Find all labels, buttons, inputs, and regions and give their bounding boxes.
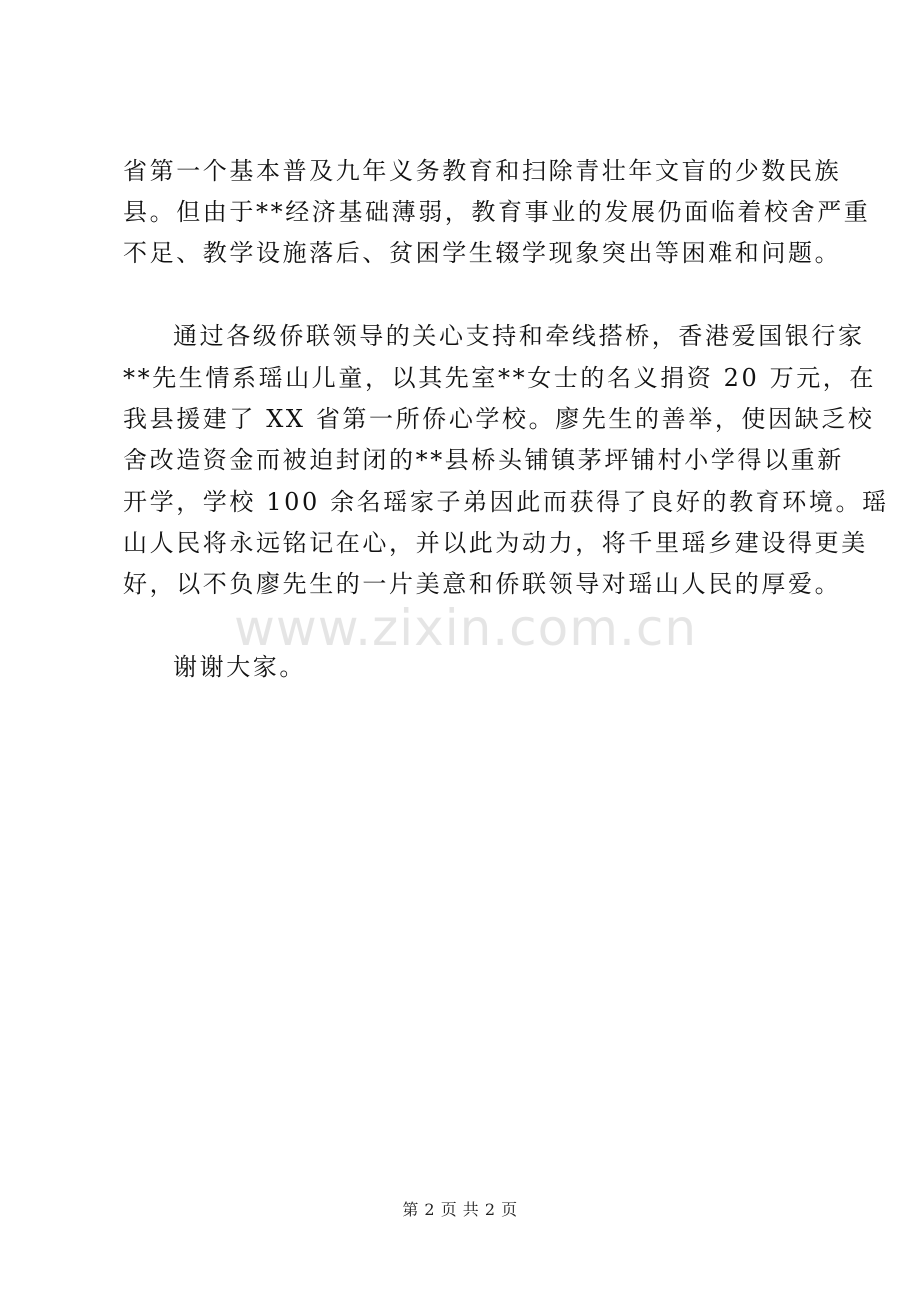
paragraph-line: 县。但由于**经济基础薄弱，教育事业的发展仍面临着校舍严重 xyxy=(123,198,871,226)
paragraph-line: **先生情系瑶山儿童，以其先室**女士的名义捐资 20 万元，在 xyxy=(123,364,876,392)
paragraph-line: 舍改造资金而被迫封闭的**县桥头铺镇茅坪铺村小学得以重新 xyxy=(123,446,844,474)
paragraph-line: 不足、教学设施落后、贫困学生辍学现象突出等困难和问题。 xyxy=(123,239,842,267)
watermark-text: www.zixin.com.cn xyxy=(234,599,698,657)
paragraph-line: 开学，学校 100 余名瑶家子弟因此而获得了良好的教育环境。瑶 xyxy=(123,488,889,516)
paragraph-line: 通过各级侨联领导的关心支持和牵线搭桥，香港爱国银行家 xyxy=(173,322,865,350)
paragraph-line: 省第一个基本普及九年义务教育和扫除青壮年文盲的少数民族 xyxy=(123,157,842,185)
paragraph-line: 我县援建了 XX 省第一所侨心学校。廖先生的善举，使因缺乏校 xyxy=(123,405,875,433)
paragraph-line: 山人民将永远铭记在心，并以此为动力，将千里瑶乡建设得更美 xyxy=(123,529,868,557)
paragraph-line: 好，以不负廖先生的一片美意和侨联领导对瑶山人民的厚爱。 xyxy=(123,570,842,598)
closing-line: 谢谢大家。 xyxy=(173,653,306,681)
page-footer: 第 2 页 共 2 页 xyxy=(402,1200,518,1219)
